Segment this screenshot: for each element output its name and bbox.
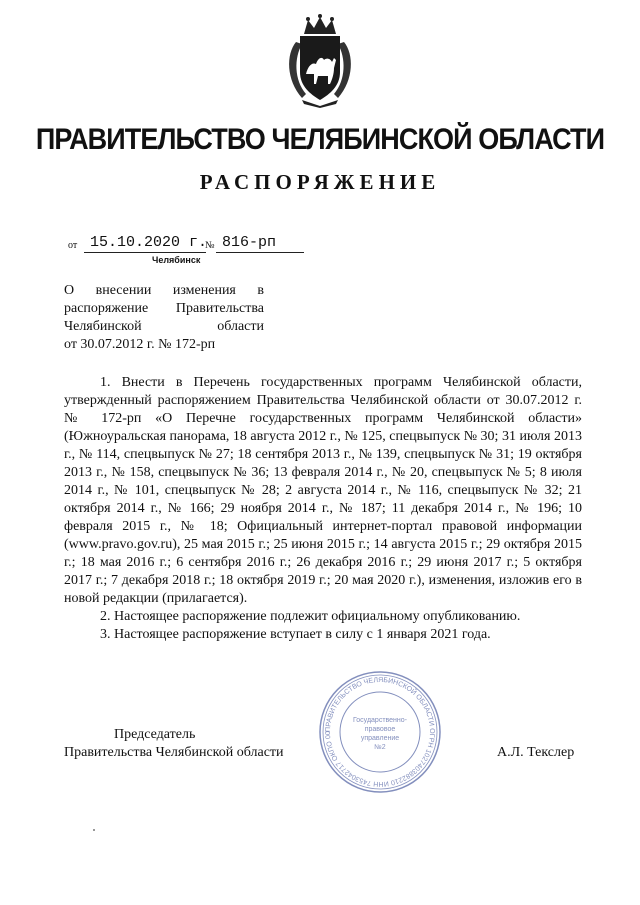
coat-of-arms-emblem [282, 14, 358, 108]
document-body [64, 374, 582, 644]
subject-block [64, 282, 264, 354]
subject-line [64, 318, 264, 336]
signatory-name: А.Л. Текслер [497, 745, 575, 760]
position-line-1: Председатель [114, 727, 196, 742]
subject-word: в [257, 283, 264, 298]
subject-word: внесении [95, 283, 152, 298]
svg-text:правовое: правовое [364, 726, 396, 733]
subject-word: изменения [172, 283, 236, 298]
subject-line [64, 282, 264, 300]
document-type: РАСПОРЯЖЕНИЕ [199, 170, 441, 194]
document-date: 15.10.2020 г. [90, 234, 208, 251]
subject-word: области [217, 319, 264, 334]
svg-text:№2: №2 [374, 744, 386, 751]
subject-word: О [64, 283, 75, 298]
stray-mark [93, 829, 95, 831]
subject-word: распоряжение [64, 301, 149, 316]
subject-line [64, 300, 264, 318]
government-title: ПРАВИТЕЛЬСТВО ЧЕЛЯБИНСКОЙ ОБЛАСТИ [35, 123, 605, 156]
paragraph-1: 1. Внести в Перечень государственных программ Челябинской области, утвержденный распоряжением Правительства Челябинской области от 30.07.2012 г. № 172-рп «О Перечне государственных программ Челябинской области» (Южноуральская панорама, 18 августа 2012 г., № 125, спецвыпуск № 30; 31 июля 2013 г., № 114, спецвыпуск № 27; 18 сентября 2013 г., № 139, спецвыпуск № 31; 19 октября 2013 г., № 158, спецвыпуск № 36; 13 февраля 2014 г., № 20, спецвыпуск № 5; 8 июля 2014 г., № 101, спецвыпуск № 28; 2 августа 2014 г., № 116, спецвыпуск № 32; 21 октября 2014 г., № 166; 29 ноября 2014 г., № 187; 11 декабря 2014 г., № 196; 10 февраля 2015 г., № 18; Официальный интернет-портал правовой информации (www.pravo.gov.ru), 25 мая 2015 г.; 25 июня 2015 г.; 14 августа 2015 г.; 29 октября 2015 г.; 18 мая 2016 г.; 6 сентября 2016 г.; 26 декабря 2016 г.; 29 июня 2017 г.; 5 октября 2017 г.; 7 декабря 2018 г.; 18 октября 2019 г.; 20 мая 2020 г.), изменения, изложив его в новой редакции (прилагается). [64, 375, 582, 606]
official-seal-icon [318, 670, 442, 794]
date-prefix: от [68, 240, 78, 251]
paragraph-3: 3. Настоящее распоряжение вступает в силу с 1 января 2021 года. [100, 627, 491, 642]
subject-word: Челябинской [64, 319, 142, 334]
svg-text:ПРАВИТЕЛЬСТВО ЧЕЛЯБИНСКОЙ ОБЛА: ПРАВИТЕЛЬСТВО ЧЕЛЯБИНСКОЙ ОБЛАСТИ ОГРН 1027403882210 ИНН 7453042717 ОКПО 00 [324, 676, 436, 788]
number-prefix: № [205, 240, 215, 251]
document-number: 816-рп [222, 234, 277, 251]
signatory-position [64, 726, 304, 762]
svg-text:управление: управление [360, 735, 400, 742]
paragraph-2: 2. Настоящее распоряжение подлежит официальному опубликованию. [100, 609, 521, 624]
subject-word: Правительства [175, 301, 264, 316]
subject-line: от 30.07.2012 г. № 172-рп [64, 337, 216, 352]
svg-text:Государственно-: Государственно- [352, 717, 408, 724]
coat-of-arms-icon [282, 14, 358, 108]
date-underline [84, 252, 206, 253]
city-label: Челябинск [152, 255, 201, 265]
official-seal [318, 670, 442, 794]
number-underline [216, 252, 304, 253]
position-line-2: Правительства Челябинской области [64, 745, 284, 760]
